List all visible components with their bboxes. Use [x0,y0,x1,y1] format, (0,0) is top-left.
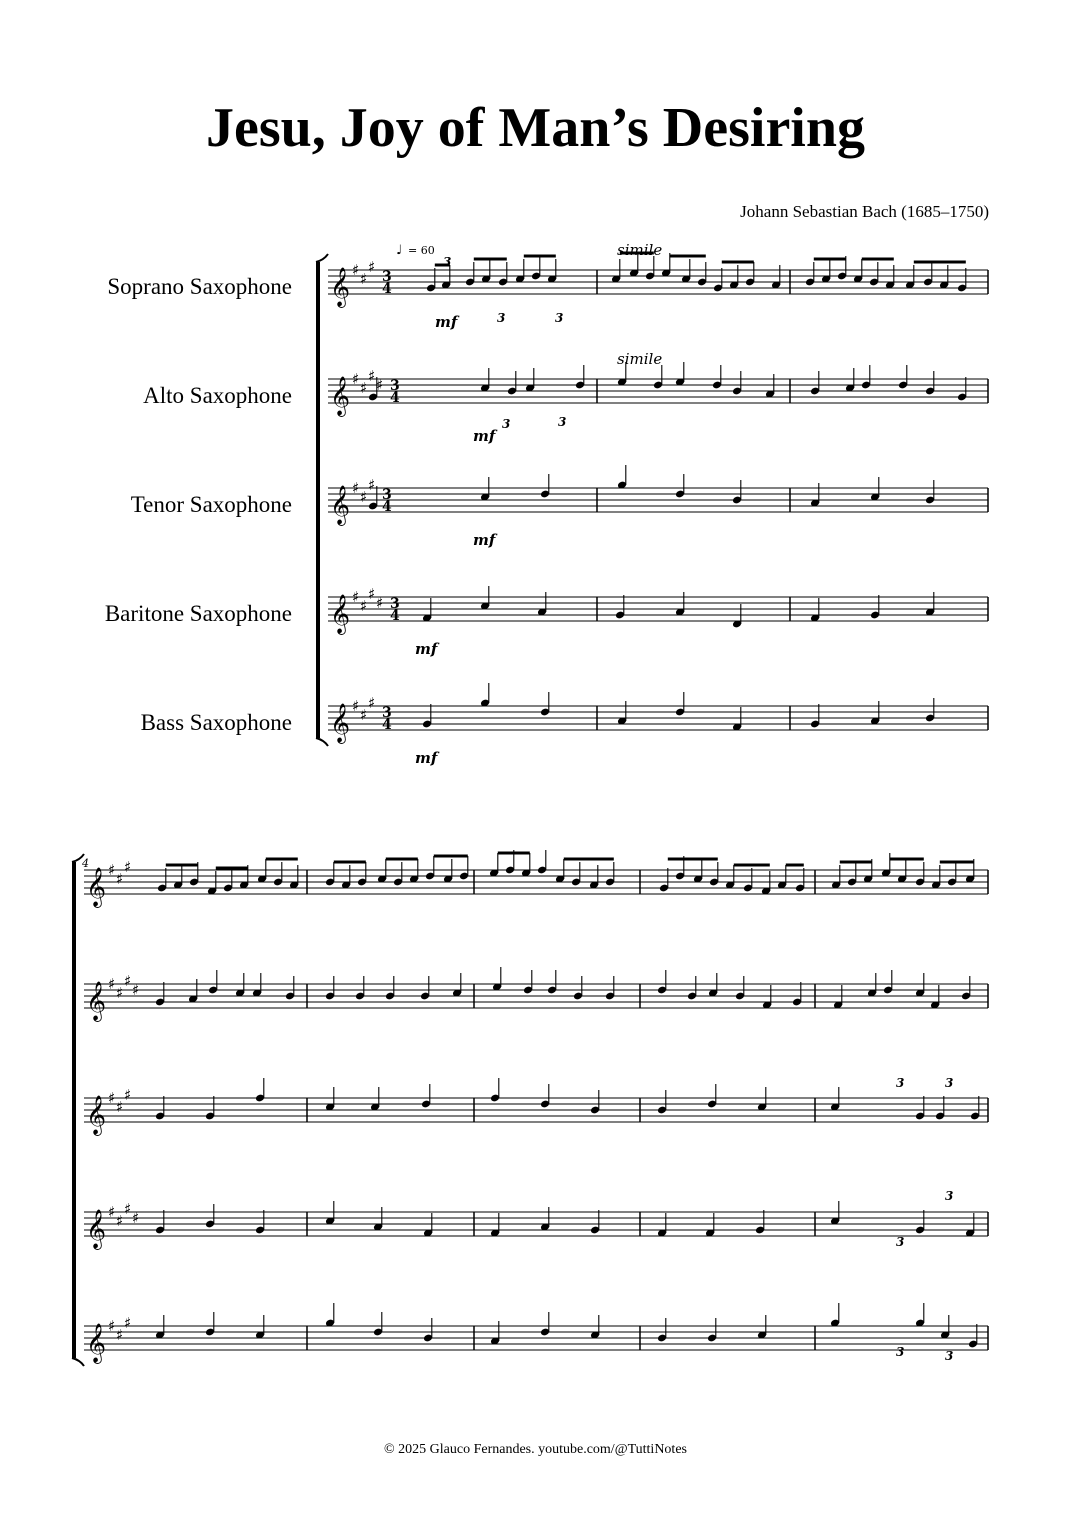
key-signature-sharp: ♯ [108,1203,116,1221]
key-signature-sharp: ♯ [116,1098,124,1116]
key-signature-sharp: ♯ [108,861,116,879]
treble-clef: 𝄞 [86,867,107,907]
key-signature-sharp: ♯ [360,597,368,615]
expression-simile-alto: simile [617,350,663,368]
instrument-label-alto: Alto Saxophone [143,383,292,408]
key-signature-sharp: ♯ [108,975,116,993]
key-signature-sharp: ♯ [108,1317,116,1335]
dynamic-mf-soprano: mf [435,313,458,331]
bracket-top-hook [316,254,328,262]
key-signature-sharp: ♯ [108,1089,116,1107]
key-signature-sharp: ♯ [352,261,360,279]
tuplet-number: 3 [896,1235,905,1249]
tuplet-number: 3 [502,417,511,431]
key-signature-sharp: ♯ [116,870,124,888]
key-signature-sharp: ♯ [352,697,360,715]
staff-alto [328,362,988,406]
tuplet-number: 3 [945,1076,954,1090]
dynamic-mf-baritone: mf [415,640,438,658]
time-signature-top: 3 [382,269,392,285]
instrument-label-bass: Bass Saxophone [140,710,292,735]
time-signature-bottom: 4 [390,390,400,406]
instrument-label-tenor: Tenor Saxophone [130,492,292,517]
staff-soprano [328,253,988,297]
time-signature-top: 3 [382,705,392,721]
staff-tenor [328,465,988,515]
staff-soprano [84,850,988,895]
key-signature-sharp: ♯ [360,706,368,724]
time-signature-bottom: 4 [382,717,392,733]
key-signature-sharp: ♯ [376,376,384,394]
expression-simile-soprano: simile [617,241,663,259]
key-signature-sharp: ♯ [132,981,140,999]
key-signature-sharp: ♯ [360,379,368,397]
instrument-label-baritone: Baritone Saxophone [104,601,292,626]
time-signature-bottom: 4 [382,499,392,515]
time-signature-top: 3 [390,378,400,394]
time-signature-bottom: 4 [390,608,400,624]
tuplet-number: 3 [558,415,567,429]
tuplet-number: 3 [443,255,452,269]
key-signature-sharp: ♯ [352,370,360,388]
instrument-label-soprano: Soprano Saxophone [107,274,292,299]
key-signature-sharp: ♯ [368,258,376,276]
time-signature-top: 3 [390,596,400,612]
staff-bass [84,1303,988,1350]
treble-clef: 𝄞 [330,703,351,743]
tuplet-number: 3 [896,1345,905,1359]
key-signature-sharp: ♯ [124,1200,132,1218]
treble-clef: 𝄞 [86,1209,107,1249]
key-signature-sharp: ♯ [368,585,376,603]
tuplet-number: 3 [555,311,564,325]
copyright-footer: © 2025 Glauco Fernandes. youtube.com/@TuttiNotes [384,1442,687,1457]
treble-clef: 𝄞 [330,485,351,525]
tuplet-number: 3 [945,1349,954,1363]
key-signature-sharp: ♯ [376,594,384,612]
staff-alto [84,967,988,1009]
composer-credit: Johann Sebastian Bach (1685–1750) [740,202,989,221]
treble-clef: 𝄞 [330,594,351,634]
treble-clef: 𝄞 [86,1323,107,1363]
bracket-bottom-hook [316,738,328,746]
key-signature-sharp: ♯ [352,479,360,497]
key-signature-sharp: ♯ [116,1326,124,1344]
dynamic-mf-alto: mf [473,427,496,445]
key-signature-sharp: ♯ [124,972,132,990]
dynamic-mf-tenor: mf [473,531,496,549]
tuplet-number: 3 [945,1189,954,1203]
treble-clef: 𝄞 [330,376,351,416]
key-signature-sharp: ♯ [368,367,376,385]
key-signature-sharp: ♯ [352,588,360,606]
key-signature-sharp: ♯ [368,694,376,712]
score-title: Jesu, Joy of Man’s Desiring [205,97,865,159]
treble-clef: 𝄞 [330,267,351,307]
time-signature-top: 3 [382,487,392,503]
bracket-bottom-hook [72,1358,84,1366]
tempo-marking: = 60 [408,244,435,257]
key-signature-sharp: ♯ [116,1212,124,1230]
staff-bass [328,683,988,733]
dynamic-mf-bass: mf [415,749,438,767]
key-signature-sharp: ♯ [124,1086,132,1104]
key-signature-sharp: ♯ [124,1314,132,1332]
staff-baritone [84,1201,988,1237]
measure-number: 4 [82,857,89,870]
key-signature-sharp: ♯ [124,858,132,876]
tuplet-number: 3 [497,311,506,325]
tempo-beat-unit: ♩ [396,243,403,258]
staff-tenor [84,1078,988,1122]
key-signature-sharp: ♯ [360,488,368,506]
system-2 [72,850,988,1366]
staff-baritone [328,586,988,628]
key-signature-sharp: ♯ [368,476,376,494]
treble-clef: 𝄞 [86,981,107,1021]
treble-clef: 𝄞 [86,1095,107,1135]
system-1 [316,253,988,746]
time-signature-bottom: 4 [382,281,392,297]
key-signature-sharp: ♯ [360,270,368,288]
key-signature-sharp: ♯ [132,1209,140,1227]
tuplet-number: 3 [896,1076,905,1090]
key-signature-sharp: ♯ [116,984,124,1002]
